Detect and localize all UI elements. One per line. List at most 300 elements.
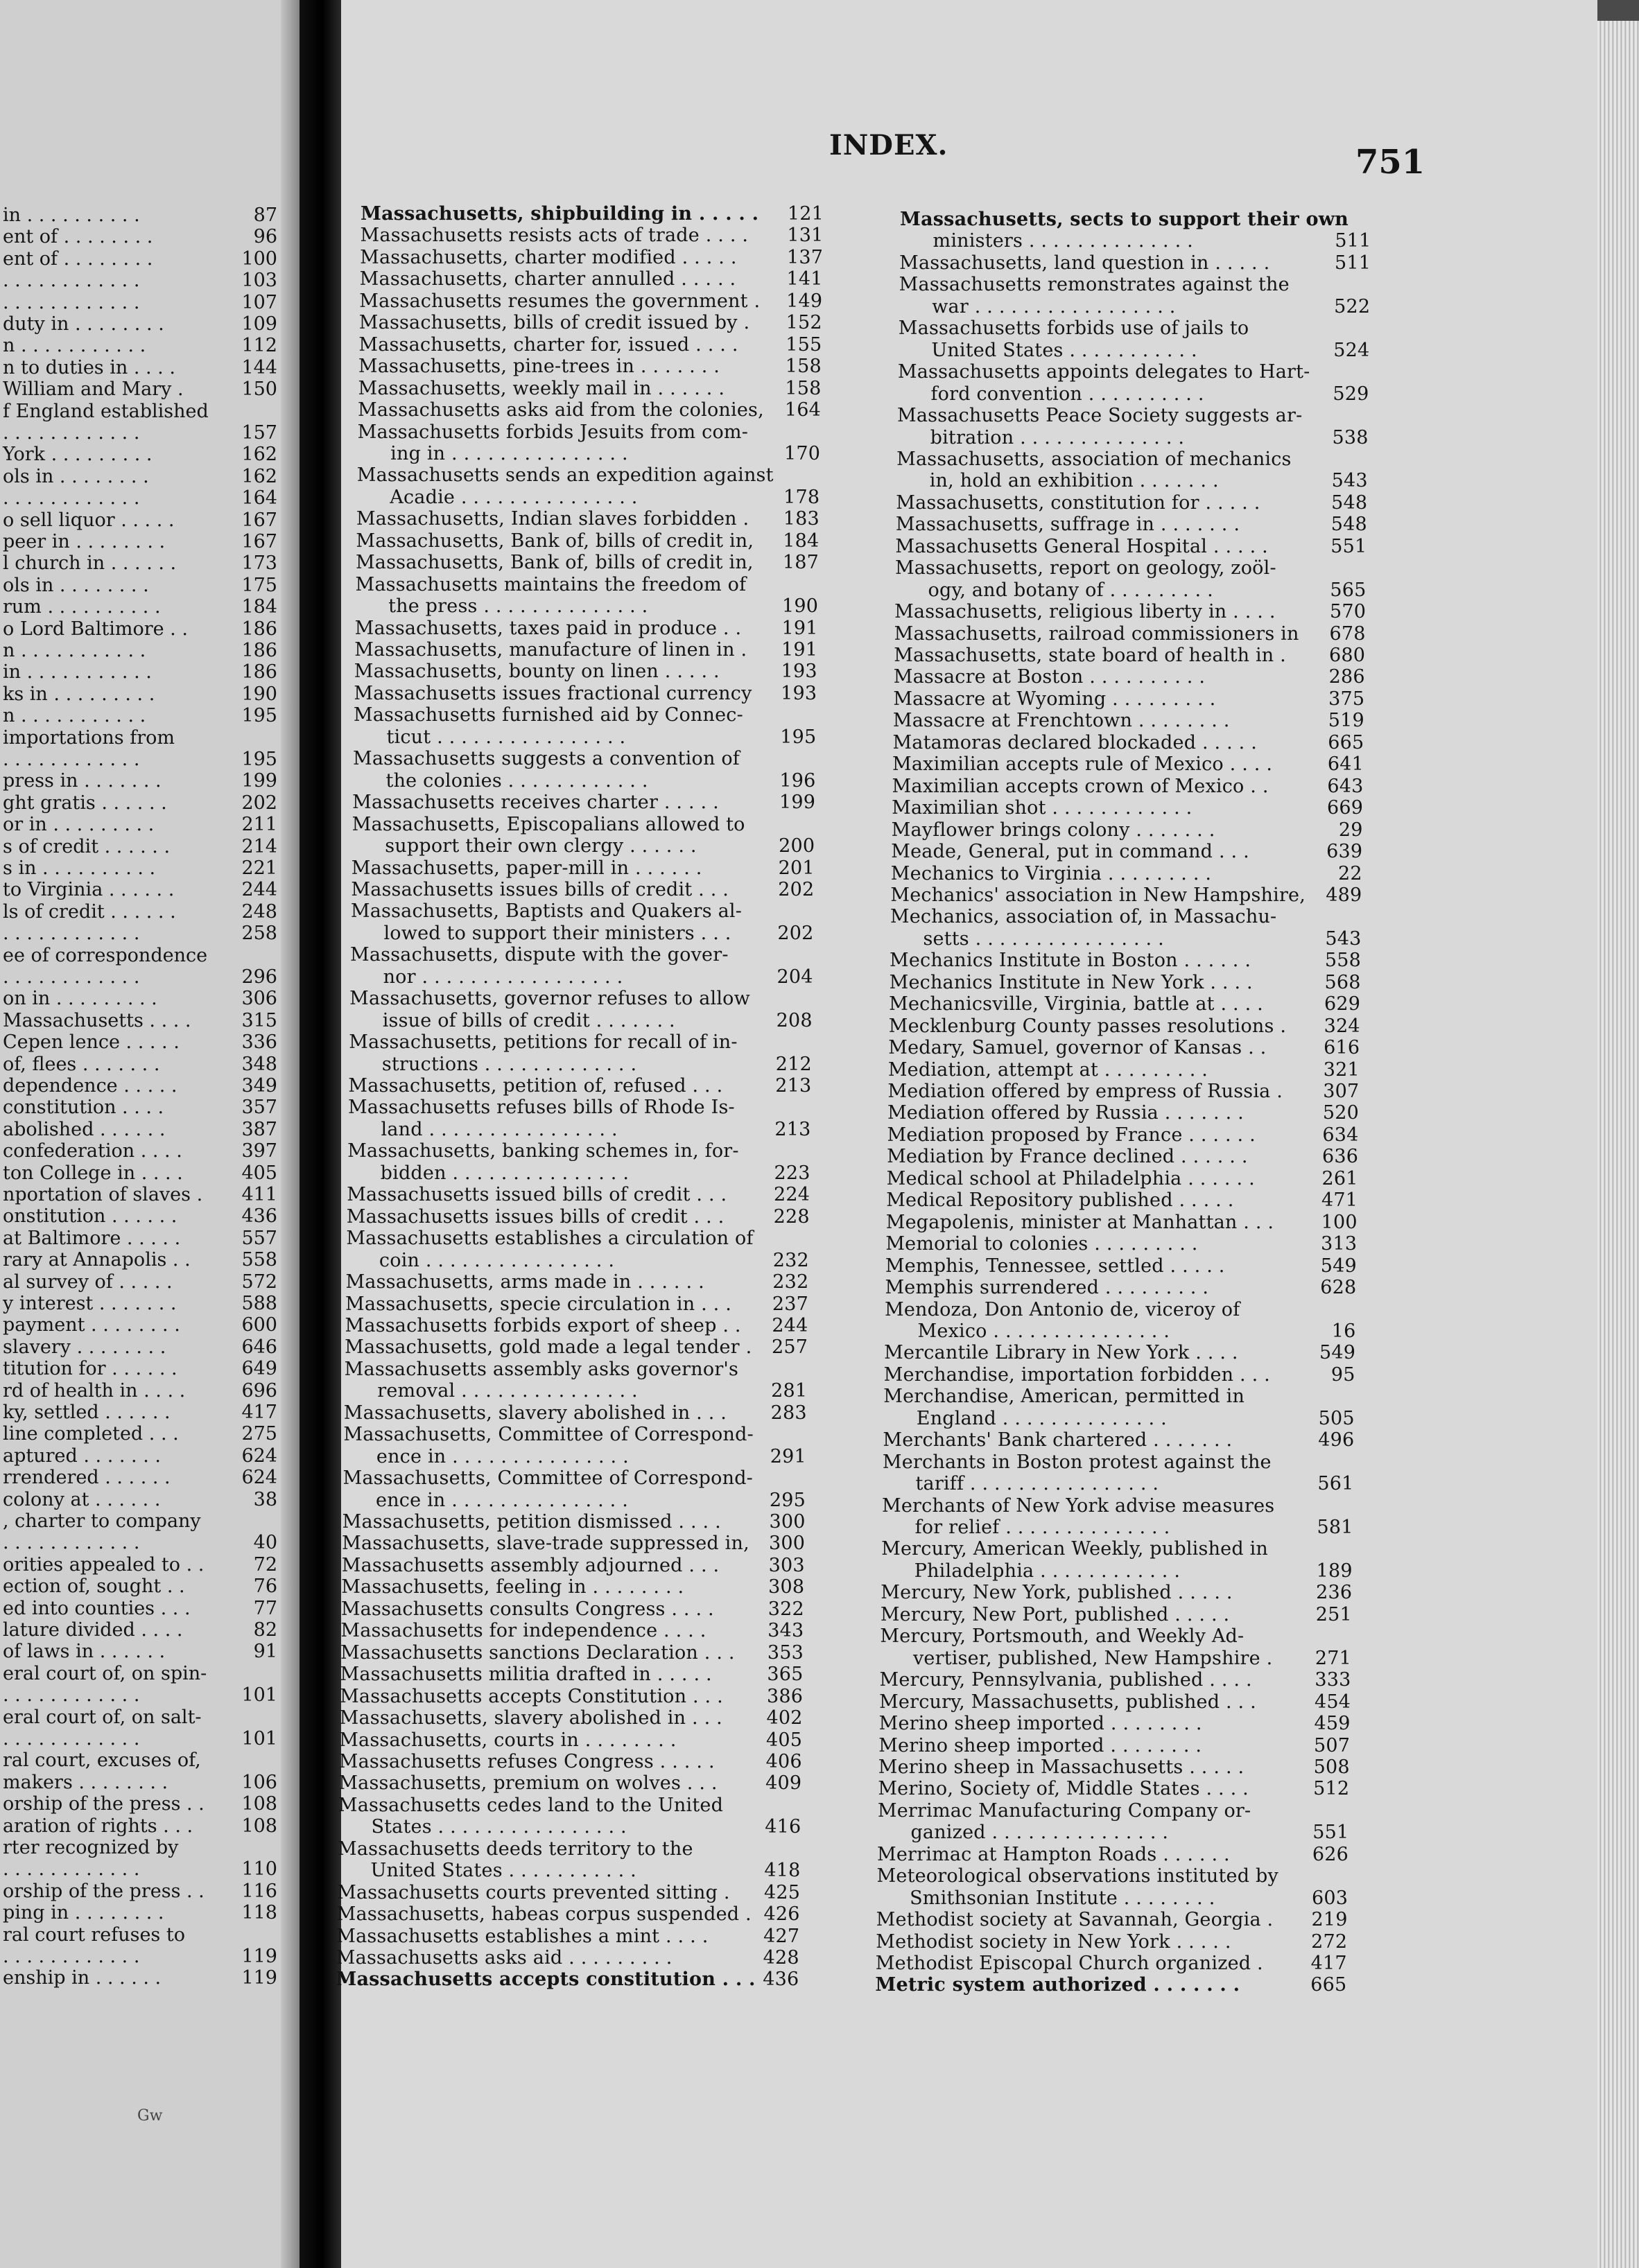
entry-text: Massachusetts assembly adjourned . . . [341, 1554, 720, 1576]
index-entry [337, 1883, 800, 1903]
left-entry-page-number: 195 [241, 749, 277, 770]
entry-page-number: 121 [787, 203, 824, 225]
entry-text: Memorial to colonies . . . . . . . . . [885, 1233, 1198, 1255]
left-entry-text: rd of health in . . . . [3, 1379, 186, 1402]
entry-text: Massachusetts, charter annulled . . . . . [359, 268, 736, 290]
entry-text: Merino, Society of, Middle States . . . . [878, 1778, 1249, 1800]
entry-page-number: 665 [1328, 731, 1364, 753]
left-entry-text: s of credit . . . . . . [3, 835, 171, 857]
index-entry [889, 1016, 1360, 1037]
entry-text: the press . . . . . . . . . . . . . . [388, 595, 648, 618]
left-entry-text: Cepen lence . . . . . [3, 1031, 180, 1054]
entry-page-number: 170 [784, 442, 821, 464]
left-entry-text: o Lord Baltimore . . [3, 618, 188, 640]
index-entry [886, 1212, 1358, 1233]
index-entry [355, 596, 818, 617]
left-entry-text: . . . . . . . . . . . . [3, 1684, 140, 1707]
left-entry-text: duty in . . . . . . . . [3, 313, 164, 335]
index-entry [896, 514, 1367, 535]
entry-text: structions . . . . . . . . . . . . . [381, 1053, 637, 1075]
index-entry [361, 225, 824, 246]
index-entry [879, 1692, 1351, 1713]
left-index-entry [0, 1402, 277, 1423]
index-entry [338, 1860, 801, 1881]
entry-text: ganized . . . . . . . . . . . . . . . [910, 1822, 1169, 1844]
entry-text: Mediation offered by empress of Russia . [887, 1081, 1283, 1102]
index-entry [883, 1452, 1354, 1473]
left-entry-text: rum . . . . . . . . . . [3, 596, 161, 618]
entry-text: Memphis surrendered . . . . . . . . . [885, 1277, 1209, 1299]
index-entry [897, 384, 1369, 405]
index-entry [881, 1582, 1352, 1603]
index-entry [876, 1932, 1347, 1953]
entry-page-number: 199 [779, 792, 816, 814]
left-index-entry [0, 814, 277, 835]
entry-text: ence in . . . . . . . . . . . . . . . [376, 1489, 628, 1511]
entry-text: lowed to support their ministers . . . [383, 922, 731, 944]
page-number: 751 [1355, 143, 1425, 182]
entry-text: Meade, General, put in command . . . [891, 841, 1249, 863]
left-entry-page-number: 109 [241, 313, 277, 335]
index-entry [878, 1757, 1350, 1778]
entry-text: Maximilian accepts rule of Mexico . . . . [892, 753, 1273, 776]
left-entry-text: Massachusetts . . . . [3, 1009, 191, 1031]
index-entry [338, 1773, 801, 1794]
entry-page-number: 548 [1330, 514, 1367, 536]
entry-text: Massachusetts accepts Constitution . . . [340, 1685, 723, 1707]
left-entry-page-number: 87 [253, 204, 277, 226]
left-entry-page-number: 348 [241, 1053, 277, 1075]
left-entry-text: aptured . . . . . . . [3, 1445, 161, 1467]
entry-page-number: 286 [1328, 666, 1365, 688]
left-entry-text: . . . . . . . . . . . . [3, 1946, 140, 1967]
entry-text: Massachusetts, pine-trees in . . . . . . . [358, 356, 720, 378]
entry-page-number: 375 [1328, 688, 1365, 710]
left-index-entry [0, 1467, 277, 1488]
left-index-entry [0, 1490, 277, 1510]
left-entry-page-number: 119 [241, 1946, 277, 1967]
entry-text: ministers . . . . . . . . . . . . . . [933, 230, 1193, 252]
entry-text: Massachusetts, association of mechanics [896, 448, 1292, 470]
left-index-entry [0, 1794, 277, 1815]
left-index-entry [0, 575, 277, 596]
entry-text: Mercantile Library in New York . . . . [884, 1342, 1238, 1364]
entry-text: Massachusetts, bills of credit issued by . [358, 312, 750, 334]
entry-page-number: 522 [1334, 295, 1371, 317]
left-entry-page-number: 167 [241, 509, 277, 531]
left-entry-text: slavery . . . . . . . . [3, 1336, 166, 1358]
entry-text: Mechanicsville, Virginia, battle at . . . . [889, 993, 1263, 1015]
entry-text: Massachusetts, habeas corpus suspended . [336, 1903, 752, 1926]
left-entry-text: . . . . . . . . . . . . [3, 1728, 140, 1750]
index-entry [357, 465, 820, 486]
left-entry-text: o sell liquor . . . . . [3, 509, 175, 531]
index-entry [896, 449, 1368, 470]
index-entry [891, 841, 1362, 862]
entry-text: bitration . . . . . . . . . . . . . . [930, 426, 1185, 448]
index-entry [358, 422, 821, 443]
index-entry [354, 661, 817, 682]
entry-page-number: 680 [1329, 645, 1366, 666]
left-entry-page-number: 186 [241, 640, 277, 661]
entry-text: Massachusetts, state board of health in . [894, 645, 1286, 666]
left-entry-page-number: 144 [241, 356, 277, 378]
entry-text: Massacre at Boston . . . . . . . . . . [893, 666, 1206, 688]
left-entry-text: in . . . . . . . . . . . [3, 661, 152, 683]
entry-text: vertiser, published, New Hampshire . [912, 1647, 1273, 1669]
index-entry [892, 754, 1364, 775]
entry-text: Mendoza, Don Antonio de, viceroy of [885, 1298, 1240, 1320]
entry-page-number: 257 [771, 1336, 808, 1359]
index-entry [343, 1447, 806, 1467]
left-index-entry [0, 1925, 277, 1946]
index-entry [897, 405, 1369, 426]
running-head: INDEX. [829, 129, 948, 162]
index-entry [353, 749, 816, 769]
left-entry-text: peer in . . . . . . . . [3, 531, 166, 552]
left-index-entry [0, 358, 277, 378]
index-entry [342, 1555, 805, 1576]
entry-page-number: 137 [786, 246, 824, 268]
index-entry [892, 798, 1363, 819]
index-entry [356, 552, 819, 573]
entry-text: Massachusetts resists acts of trade . . . . [360, 225, 749, 247]
entry-text: Massachusetts, petitions for recall of in- [349, 1031, 738, 1054]
index-entry [347, 1141, 810, 1162]
left-entry-text: onstitution . . . . . . [3, 1205, 177, 1228]
left-entry-page-number: 646 [241, 1336, 277, 1358]
entry-page-number: 183 [783, 508, 820, 530]
left-entry-text: or in . . . . . . . . . [3, 814, 155, 836]
entry-page-number: 219 [1311, 1909, 1348, 1931]
entry-page-number: 191 [781, 639, 818, 661]
index-entry [346, 1228, 809, 1249]
entry-page-number: 665 [1310, 1974, 1347, 1996]
entry-text: Mechanics to Virginia . . . . . . . . . [890, 862, 1212, 884]
entry-text: Memphis, Tennessee, settled . . . . . [885, 1255, 1225, 1277]
left-entry-page-number: 411 [241, 1184, 277, 1205]
left-entry-page-number: 107 [241, 291, 277, 313]
left-entry-text: of laws in . . . . . . [3, 1641, 166, 1663]
entry-text: Massachusetts, religious liberty in . . . . [894, 601, 1276, 623]
entry-page-number: 629 [1324, 993, 1361, 1015]
index-entry [338, 1795, 801, 1816]
left-index-entry [0, 1119, 277, 1140]
left-index-entry [0, 1576, 277, 1597]
left-entry-text: . . . . . . . . . . . . [3, 422, 140, 444]
entry-page-number: 343 [768, 1620, 804, 1642]
index-entry [896, 471, 1368, 491]
entry-text: coin . . . . . . . . . . . . . . . . [379, 1249, 615, 1271]
left-index-entry [0, 1968, 277, 1989]
entry-text: Massachusetts assembly asks governor's [344, 1358, 739, 1380]
entry-text: Merchandise, importation forbidden . . . [883, 1363, 1270, 1386]
left-entry-page-number: 624 [241, 1445, 277, 1467]
entry-text: Megapolenis, minister at Manhattan . . . [885, 1211, 1274, 1233]
index-entry [878, 1779, 1349, 1799]
entry-page-number: 155 [786, 333, 822, 356]
index-entry [347, 1207, 810, 1228]
left-entry-text: n . . . . . . . . . . . [3, 640, 146, 661]
index-entry [361, 204, 824, 225]
left-entry-text: orship of the press . . [3, 1880, 205, 1902]
left-entry-text: aration of rights . . . [3, 1815, 193, 1837]
left-index-entry [0, 1381, 277, 1402]
entry-page-number: 603 [1311, 1887, 1349, 1909]
index-entry [888, 1060, 1360, 1081]
entry-text: Massacre at Wyoming . . . . . . . . . [893, 688, 1216, 710]
entry-page-number: 29 [1338, 819, 1363, 841]
left-entry-page-number: 118 [241, 1902, 277, 1924]
left-index-entry [0, 1250, 277, 1271]
entry-page-number: 22 [1338, 862, 1362, 884]
index-entry [892, 733, 1364, 753]
entry-text: States . . . . . . . . . . . . . . . . [371, 1816, 627, 1838]
left-index-entry [0, 1533, 277, 1553]
entry-page-number: 628 [1320, 1277, 1357, 1299]
left-entry-text: . . . . . . . . . . . . [3, 1858, 140, 1881]
left-entry-text: ral court, excuses of, [3, 1750, 201, 1772]
entry-text: Methodist society at Savannah, Georgia . [876, 1909, 1274, 1931]
entry-page-number: 232 [772, 1271, 809, 1293]
entry-text: Massachusetts accepts constitution . . . [336, 1969, 756, 1991]
left-index-entry [0, 1011, 277, 1031]
index-entry [342, 1468, 806, 1489]
left-entry-page-number: 162 [241, 444, 277, 466]
left-entry-text: abolished . . . . . . [3, 1118, 166, 1140]
left-index-entry [0, 1185, 277, 1205]
entry-text: Medical Repository published . . . . . [886, 1189, 1234, 1212]
left-entry-text: rter recognized by [3, 1837, 179, 1858]
entry-page-number: 549 [1319, 1342, 1356, 1364]
entry-page-number: 208 [776, 1009, 813, 1031]
left-entry-page-number: 100 [241, 247, 277, 270]
entry-text: Mexico . . . . . . . . . . . . . . . [917, 1320, 1170, 1342]
entry-text: Mercury, Massachusetts, published . . . [879, 1691, 1256, 1713]
left-entry-text: payment . . . . . . . . [3, 1314, 180, 1336]
entry-page-number: 237 [772, 1293, 808, 1315]
entry-text: Medary, Samuel, governor of Kansas . . [888, 1037, 1267, 1059]
left-entry-text: ton College in . . . . [3, 1162, 183, 1184]
entry-page-number: 386 [766, 1685, 804, 1707]
index-entry [879, 1713, 1351, 1734]
left-index-entry [0, 1555, 277, 1576]
entry-page-number: 402 [766, 1707, 803, 1729]
entry-page-number: 549 [1320, 1255, 1357, 1277]
index-entry [875, 1975, 1346, 1996]
entry-text: Massachusetts, report on geology, zoöl- [894, 557, 1276, 579]
left-index-entry [0, 945, 277, 966]
left-entry-page-number: 558 [241, 1249, 277, 1271]
entry-page-number: 505 [1318, 1407, 1355, 1429]
entry-text: Mercury, Pennsylvania, published . . . . [879, 1669, 1252, 1691]
left-entry-text: . . . . . . . . . . . . [3, 1532, 140, 1554]
left-entry-page-number: 336 [241, 1031, 277, 1054]
left-index-entry [0, 270, 277, 291]
left-index-entry [0, 793, 277, 814]
left-index-entry [0, 314, 277, 335]
entry-text: Mediation, attempt at . . . . . . . . . [887, 1058, 1208, 1081]
entry-page-number: 281 [771, 1380, 808, 1402]
left-entry-text: William and Mary . [3, 378, 184, 401]
entry-text: Massachusetts, premium on wolves . . . [338, 1772, 718, 1795]
left-entry-page-number: 275 [241, 1423, 277, 1445]
left-entry-page-number: 38 [253, 1488, 277, 1510]
index-entry [358, 335, 822, 356]
index-entry [345, 1337, 808, 1358]
left-entry-text: . . . . . . . . . . . . [3, 923, 140, 945]
index-entry [359, 313, 822, 333]
entry-text: Massachusetts appoints delegates to Hart- [897, 361, 1310, 383]
entry-text: Massachusetts issues fractional currency [354, 682, 752, 704]
left-entry-page-number: 157 [241, 422, 277, 444]
entry-page-number: 190 [781, 595, 819, 618]
entry-text: Massachusetts, Indian slaves forbidden . [356, 508, 749, 530]
entry-page-number: 152 [786, 312, 822, 334]
entry-text: Smithsonian Institute . . . . . . . . [910, 1887, 1215, 1909]
left-entry-page-number: 557 [241, 1227, 277, 1249]
index-entry [349, 1011, 813, 1031]
entry-text: Massachusetts, Baptists and Quakers al- [350, 900, 743, 923]
left-index-entry [0, 640, 277, 661]
entry-page-number: 519 [1328, 710, 1364, 732]
entry-page-number: 511 [1334, 252, 1371, 274]
left-index-entry [0, 1838, 277, 1858]
entry-text: ford convention . . . . . . . . . . [930, 383, 1204, 405]
entry-page-number: 223 [774, 1162, 810, 1184]
left-index-entry [0, 619, 277, 640]
index-entry [887, 1169, 1358, 1189]
entry-page-number: 271 [1315, 1647, 1351, 1669]
left-index-entry [0, 1141, 277, 1162]
left-index-entry [0, 1664, 277, 1684]
left-entry-page-number: 103 [241, 270, 277, 292]
index-entry [895, 580, 1367, 601]
index-entry [878, 1736, 1350, 1756]
entry-page-number: 321 [1323, 1058, 1360, 1081]
left-index-entry [0, 902, 277, 923]
entry-page-number: 353 [767, 1641, 804, 1664]
left-index-entry [0, 923, 277, 944]
entry-text: Maximilian shot . . . . . . . . . . . . [892, 797, 1193, 819]
index-entry [885, 1234, 1357, 1255]
left-entry-text: ols in . . . . . . . . [3, 574, 149, 596]
left-entry-page-number: 417 [241, 1402, 277, 1423]
entry-text: Massachusetts sends an expedition against [356, 464, 774, 487]
entry-page-number: 313 [1321, 1233, 1358, 1255]
left-index-entry [0, 1946, 277, 1967]
index-entry [347, 1163, 810, 1184]
left-entry-text: York . . . . . . . . . [3, 444, 153, 466]
left-index-entry [0, 1293, 277, 1314]
left-index-entry [0, 728, 277, 749]
index-entry [897, 428, 1369, 448]
entry-page-number: 561 [1317, 1473, 1354, 1495]
entry-text: Meteorological observations instituted by [876, 1865, 1278, 1887]
left-entry-page-number: 96 [253, 226, 277, 248]
entry-text: Massachusetts sanctions Declaration . . . [340, 1641, 735, 1664]
entry-text: Massachusetts suggests a convention of [353, 748, 740, 770]
entry-page-number: 543 [1331, 470, 1368, 492]
left-entry-text: s in . . . . . . . . . . [3, 857, 156, 879]
index-entry [891, 864, 1362, 884]
index-entry [887, 1103, 1359, 1124]
entry-page-number: 409 [765, 1772, 802, 1795]
entry-page-number: 548 [1331, 491, 1368, 514]
left-index-entry [0, 1511, 277, 1532]
entry-text: Mechanics' association in New Hampshire, [890, 884, 1306, 906]
left-index-entry [0, 1772, 277, 1793]
entry-page-number: 626 [1312, 1843, 1349, 1865]
left-entry-page-number: 296 [241, 966, 277, 988]
left-entry-page-number: 164 [241, 487, 277, 509]
page-curve-shadow [281, 0, 300, 2268]
entry-text: England . . . . . . . . . . . . . . [916, 1407, 1167, 1429]
index-entry [340, 1621, 804, 1641]
entry-page-number: 283 [770, 1402, 807, 1424]
index-entry [342, 1533, 805, 1554]
index-entry [358, 356, 822, 377]
left-index-entry [0, 379, 277, 400]
left-entry-page-number: 173 [241, 552, 277, 575]
left-entry-text: ks in . . . . . . . . . [3, 683, 155, 705]
entry-text: Massachusetts furnished aid by Connec- [353, 704, 743, 726]
entry-page-number: 131 [787, 225, 824, 247]
left-entry-page-number: 77 [253, 1597, 277, 1619]
entry-text: Massachusetts, manufacture of linen in . [354, 639, 747, 661]
entry-text: Massachusetts, taxes paid in produce . . [354, 617, 742, 639]
index-entry [348, 1076, 811, 1097]
index-entry [882, 1496, 1353, 1517]
index-entry [346, 1250, 809, 1271]
entry-text: Acadie . . . . . . . . . . . . . . . [390, 486, 638, 508]
left-index-entry [0, 858, 277, 879]
left-index-entry [0, 1206, 277, 1227]
index-entry [338, 1839, 801, 1860]
left-index-entry [0, 1359, 277, 1379]
entry-text: Methodist Episcopal Church organized . [875, 1953, 1263, 1974]
left-index-entry [0, 1097, 277, 1118]
left-entry-text: eral court of, on spin- [3, 1662, 207, 1684]
left-entry-page-number: 248 [241, 900, 277, 923]
index-entry [348, 1097, 811, 1118]
entry-text: Massachusetts, land question in . . . . . [899, 252, 1270, 274]
left-entry-text: . . . . . . . . . . . . [3, 270, 140, 292]
index-entry [900, 209, 1371, 230]
entry-text: Massachusetts, petition of, refused . . . [348, 1075, 723, 1097]
index-entry [898, 340, 1369, 361]
left-entry-page-number: 258 [241, 923, 277, 945]
index-entry [876, 1888, 1348, 1909]
index-entry [892, 776, 1364, 797]
entry-page-number: 158 [785, 377, 822, 399]
left-index-entry [0, 227, 277, 247]
entry-page-number: 406 [765, 1750, 802, 1772]
entry-page-number: 551 [1312, 1822, 1349, 1844]
index-entry [336, 1948, 799, 1969]
left-entry-text: constitution . . . . [3, 1097, 164, 1119]
entry-text: Merchants' Bank chartered . . . . . . . [883, 1429, 1233, 1451]
entry-page-number: 213 [774, 1118, 811, 1140]
entry-text: Massachusetts, bounty on linen . . . . . [354, 661, 720, 683]
index-entry [350, 923, 813, 944]
left-entry-page-number: 175 [241, 574, 277, 596]
left-entry-text: to Virginia . . . . . . [3, 879, 175, 901]
entry-page-number: 158 [785, 356, 822, 378]
left-entry-text: ky, settled . . . . . . [3, 1402, 171, 1423]
index-entry [336, 1926, 799, 1947]
entry-text: Massachusetts deeds territory to the [338, 1838, 693, 1860]
